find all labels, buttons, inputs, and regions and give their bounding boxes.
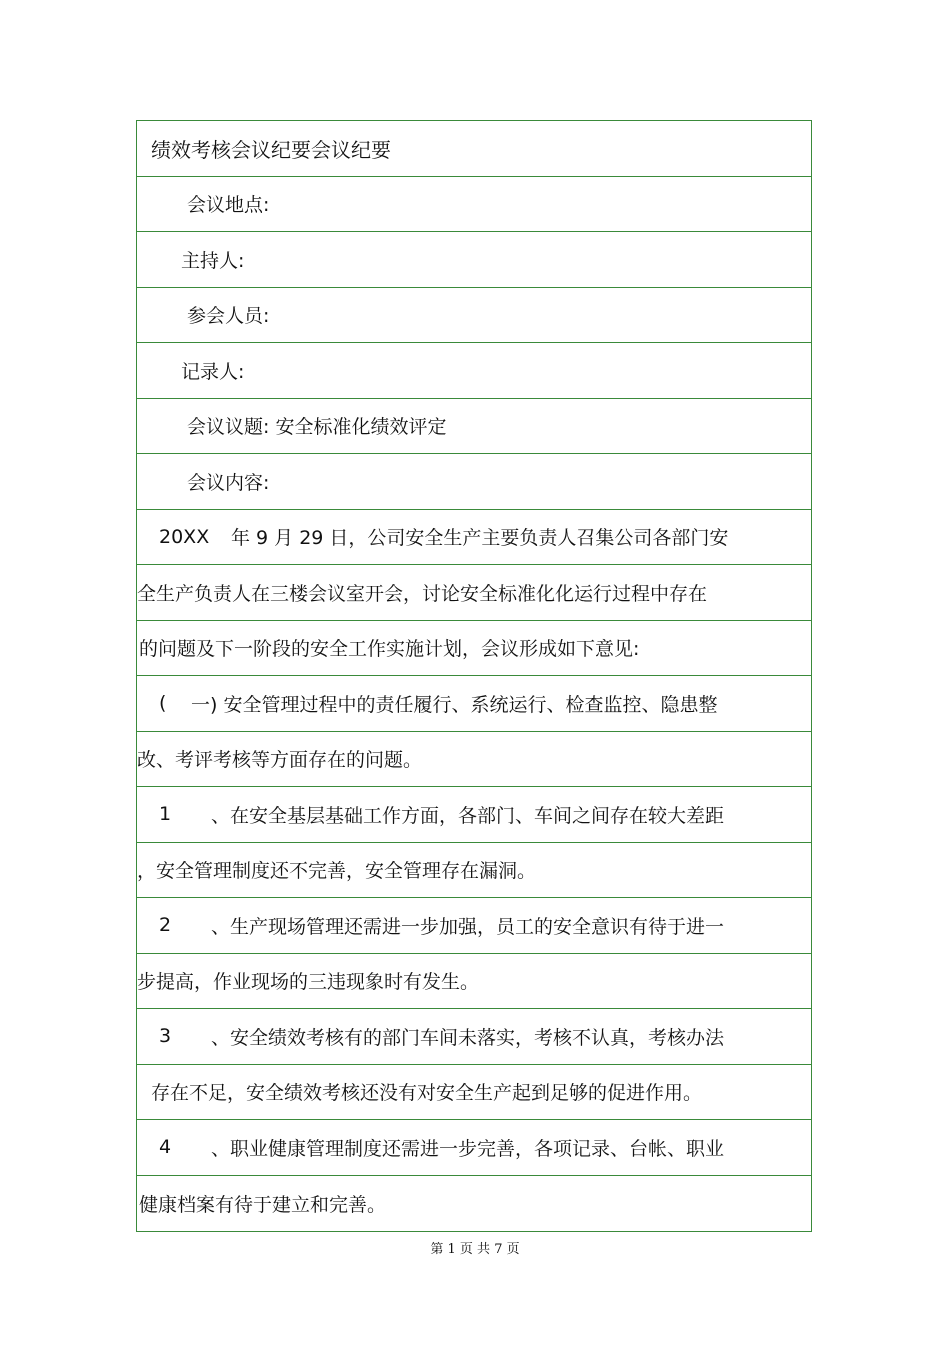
item-4-text-1: 、职业健康管理制度还需进一步完善，各项记录、台帐、职业 [211, 1137, 725, 1160]
field-row-location [137, 177, 811, 233]
page-number: 第 1 页 共 7 页 [430, 1242, 520, 1257]
item-4-number: 4 [159, 1136, 172, 1159]
attendees-label: 参会人员: [187, 305, 270, 328]
item-1-number: 1 [159, 803, 172, 826]
item-3-text-2: 存在不足，安全绩效考核还没有对安全生产起到足够的促进作用。 [151, 1082, 703, 1105]
document-table [136, 120, 812, 1232]
section-1-text-1: 一) 安全管理过程中的责任履行、系统运行、检查监控、隐患整 [191, 693, 718, 716]
document-title: 绩效考核会议纪要会议纪要 [151, 137, 391, 162]
content-label: 会议内容: [187, 471, 270, 494]
intro-date: 20XX [159, 525, 210, 548]
field-row-content [137, 454, 811, 510]
field-row-attendees [137, 288, 811, 344]
section-1-text-2: 改、考评考核等方面存在的问题。 [137, 749, 423, 772]
item-2-text-2: 步提高，作业现场的三违现象时有发生。 [137, 971, 480, 994]
page-footer [0, 1238, 950, 1257]
location-label: 会议地点: [187, 194, 270, 217]
body-line-intro-2 [137, 565, 811, 621]
topic-label: 会议议题: 安全标准化绩效评定 [187, 416, 447, 439]
item-3-number: 3 [159, 1025, 172, 1048]
intro-text-2: 全生产负责人在三楼会议室开会，讨论安全标准化化运行过程中存在 [137, 582, 708, 605]
item-4-text-2: 健康档案有待于建立和完善。 [139, 1193, 387, 1216]
field-row-host [137, 232, 811, 288]
section-1-prefix: ( [159, 692, 167, 715]
intro-text-1: 年 9 月 29 日，公司安全生产主要负责人召集公司各部门安 [231, 527, 729, 550]
item-1-line-1 [137, 787, 811, 843]
item-1-line-2 [137, 843, 811, 899]
intro-text-3: 的问题及下一阶段的安全工作实施计划，会议形成如下意见: [139, 638, 640, 661]
section-1-line-1 [137, 676, 811, 732]
host-label: 主持人: [181, 249, 245, 272]
item-1-text-1: 、在安全基层基础工作方面，各部门、车间之间存在较大差距 [211, 804, 725, 827]
body-line-intro-3 [137, 621, 811, 677]
item-4-line-1 [137, 1120, 811, 1176]
item-2-line-2 [137, 954, 811, 1010]
body-line-intro-1 [137, 510, 811, 566]
recorder-label: 记录人: [181, 360, 245, 383]
item-2-text-1: 、生产现场管理还需进一步加强，员工的安全意识有待于进一 [211, 915, 725, 938]
item-3-line-2 [137, 1065, 811, 1121]
item-2-number: 2 [159, 914, 172, 937]
item-4-line-2 [137, 1176, 811, 1232]
section-1-line-2 [137, 732, 811, 788]
field-row-topic [137, 399, 811, 455]
field-row-recorder [137, 343, 811, 399]
item-3-text-1: 、安全绩效考核有的部门车间未落实，考核不认真，考核办法 [211, 1026, 725, 1049]
item-3-line-1 [137, 1009, 811, 1065]
item-2-line-1 [137, 898, 811, 954]
item-1-text-2: ，安全管理制度还不完善，安全管理存在漏洞。 [137, 860, 537, 883]
document-title-row [137, 121, 811, 177]
